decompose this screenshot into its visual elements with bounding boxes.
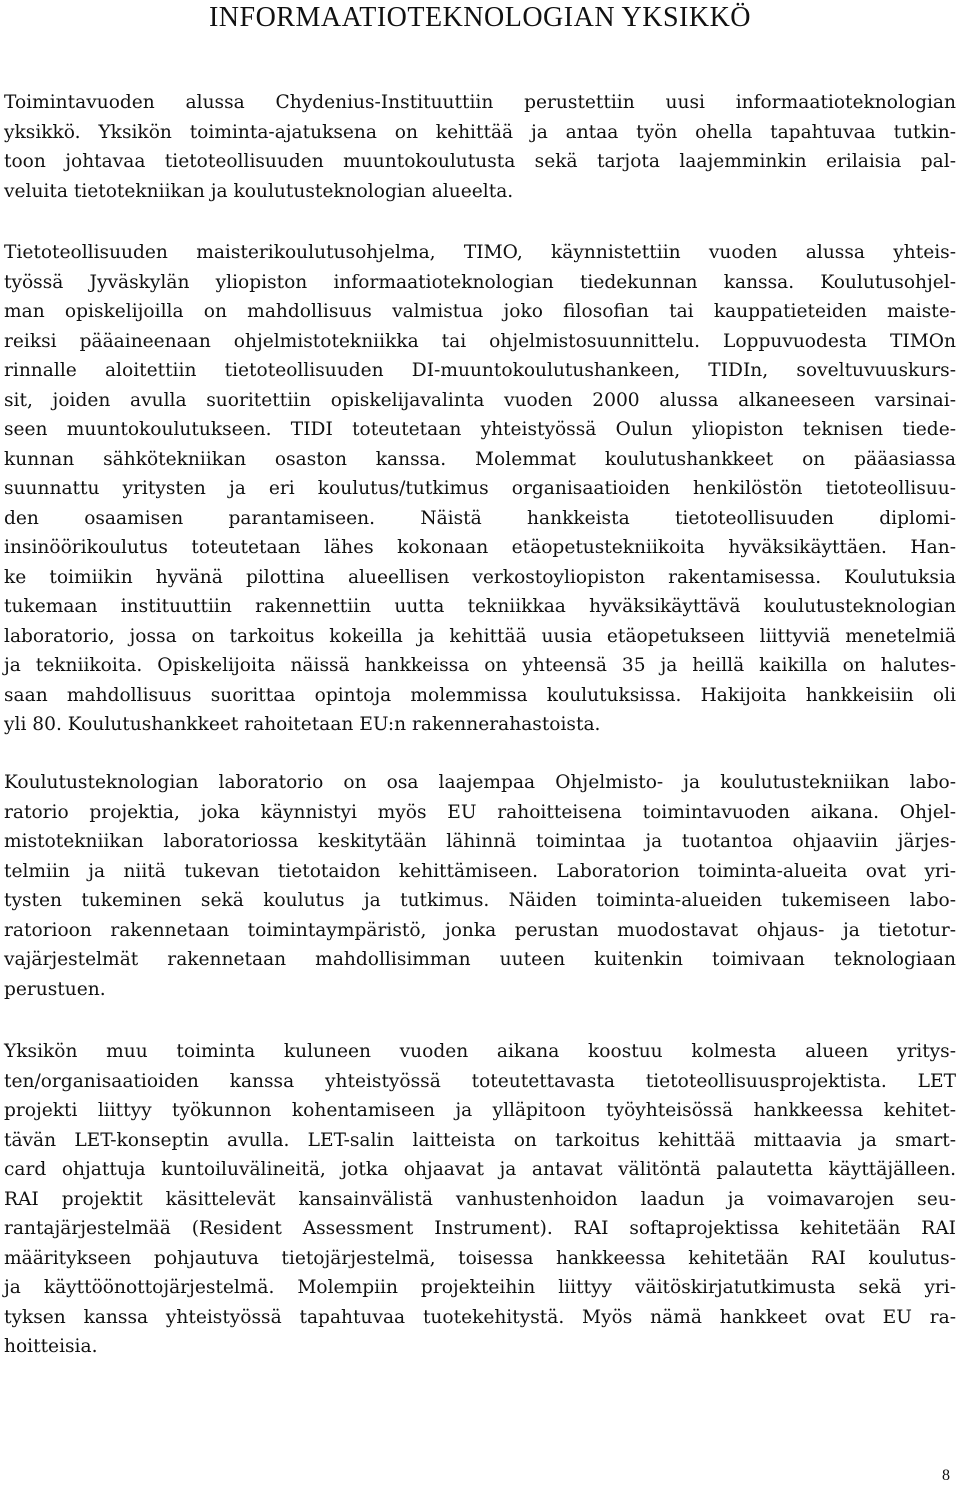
text-line: rantajärjestelmää (Resident Assessment Instrument). RAI softaprojektissa kehitetään RAI (4, 1218, 956, 1239)
text-line: sit, joiden avulla suoritettiin opiskelijavalinta vuoden 2000 alussa alkaneeseen varsinai- (4, 389, 956, 411)
text-line: Koulutusteknologian laboratorio on osa laajempaa Ohjelmisto- ja koulutustekniikan labo- (4, 772, 956, 793)
paragraph-3 (4, 768, 956, 1004)
page-number: 8 (942, 1467, 950, 1484)
text-line: yli 80. Koulutushankkeet rahoitetaan EU:n rakennerahastoista. (4, 714, 601, 735)
text-line: kunnan sähkötekniikan osaston kanssa. Molemmat koulutushankkeet on pääasiassa (4, 448, 956, 470)
text-line: RAI projektit käsittelevät kansainvälistä vanhustenhoidon laadun ja voimavarojen seu- (4, 1188, 956, 1210)
paragraph-2 (4, 238, 956, 740)
text-line: tukemaan instituuttiin rakennettiin uutta tekniikkaa hyväksikäyttävä koulutusteknologian (4, 596, 956, 617)
text-line: veluita tietotekniikan ja koulutusteknologian alueelta. (4, 180, 514, 202)
text-line: ten/organisaatioiden kanssa yhteistyössä toteutettavasta tietoteollisuusprojektista. LET (4, 1070, 956, 1092)
text-line: Yksikön muu toiminta kuluneen vuoden aikana koostuu kolmesta alueen yritys- (4, 1041, 956, 1062)
text-line: perustuen. (4, 978, 106, 1000)
text-line: hoitteisia. (4, 1336, 98, 1357)
text-line: toon johtavaa tietoteollisuuden muuntokoulutusta sekä tarjota laajemminkin erilaisia pal- (4, 151, 956, 172)
text-line: projekti liittyy työkunnon kohentamiseen ja ylläpitoon työyhteisössä hankkeessa kehitet- (4, 1100, 956, 1121)
text-line: yksikkö. Yksikön toiminta-ajatuksena on kehittää ja antaa työn ohella tapahtuvaa tutkin- (4, 121, 956, 143)
text-line: laboratorio, jossa on tarkoitus kokeilla ja kehittää uusia etäopetukseen liittyviä menetelmiä (4, 625, 956, 647)
text-line: Tietoteollisuuden maisterikoulutusohjelma, TIMO, käynnistettiin vuoden alussa yhteis- (4, 242, 956, 263)
paragraph-1 (4, 88, 956, 206)
text-line: man opiskelijoilla on mahdollisuus valmistua joko filosofian tai kauppatieteiden maiste- (4, 301, 956, 322)
text-line: tyksen kanssa yhteistyössä tapahtuvaa tuotekehitystä. Myös nämä hankkeet ovat EU ra- (4, 1306, 956, 1328)
text-line: suunnattu yritysten ja eri koulutus/tutkimus organisaatioiden henkilöstön tietoteollisuu- (4, 478, 956, 499)
text-line: saan mahdollisuus suorittaa opintoja molemmissa koulutuksissa. Hakijoita hankkeisiin oli (4, 684, 956, 706)
text-line: vajärjestelmät rakennetaan mahdollisimman uuteen kuitenkin toimivaan teknologiaan (4, 949, 956, 970)
text-line: ratorio projektia, joka käynnistyi myös EU rahoitteisena toimintavuoden aikana. Ohjel- (4, 801, 956, 823)
text-line: den osaamisen parantamiseen. Näistä hankkeista tietoteollisuuden diplomi- (4, 507, 956, 529)
text-line: määritykseen pohjautuva tietojärjestelmä, toisessa hankkeessa kehitetään RAI koulutus- (4, 1247, 956, 1269)
text-line: tävän LET-konseptin avulla. LET-salin laitteista on tarkoitus kehittää mittaavia ja smart- (4, 1129, 956, 1151)
text-line: työssä Jyväskylän yliopiston informaatioteknologian tiedekunnan kanssa. Koulutusohjel- (4, 271, 956, 293)
text-line: seen muuntokoulutukseen. TIDI toteutetaan yhteistyössä Oulun yliopiston teknisen tiede- (4, 419, 956, 440)
text-line: ratorioon rakennetaan toimintaympäristö, jonka perustan muodostavat ohjaus- ja tietotur- (4, 919, 956, 941)
text-line: reiksi pääaineenaan ohjelmistotekniikka tai ohjelmistosuunnittelu. Loppuvuodesta TIMOn (4, 330, 956, 352)
text-line: ke toimiikin hyvänä pilottina alueellisen verkostoyliopiston rakentamisessa. Koulutuksia (4, 566, 956, 588)
paragraph-4 (4, 1037, 956, 1362)
text-line: telmiin ja niitä tukevan tietotaidon kehittämiseen. Laboratorion toiminta-alueita ovat yri- (4, 860, 956, 882)
text-line: card ohjattuja kuntoiluvälineitä, jotka ohjaavat ja antavat välitöntä palautetta käyttäjälleen. (4, 1159, 956, 1180)
text-line: ja käyttöönottojärjestelmä. Molempiin projekteihin liittyy väitöskirjatutkimusta sekä yri- (4, 1277, 956, 1298)
text-line: mistotekniikan laboratoriossa keskitytään lähinnä toimintaa ja tuotantoa ohjaaviin järjes- (4, 831, 956, 852)
text-line: rinnalle aloitettiin tietoteollisuuden DI-muuntokoulutushankeen, TIDIn, soveltuvuuskurs- (4, 360, 956, 381)
page-title: INFORMAATIOTEKNOLOGIAN YKSIKKÖ (208, 2, 752, 33)
text-line: tysten tukeminen sekä koulutus ja tutkimus. Näiden toiminta-alueiden tukemiseen labo- (4, 890, 956, 911)
text-line: ja tekniikoita. Opiskelijoita näissä hankkeissa on yhteensä 35 ja heillä kaikilla on halutes- (4, 655, 956, 676)
text-line: insinöörikoulutus toteutetaan lähes kokonaan etäopetustekniikoita hyväksikäyttäen. Han- (4, 537, 956, 558)
text-line: Toimintavuoden alussa Chydenius-Instituuttiin perustettiin uusi informaatioteknologian (4, 92, 956, 113)
